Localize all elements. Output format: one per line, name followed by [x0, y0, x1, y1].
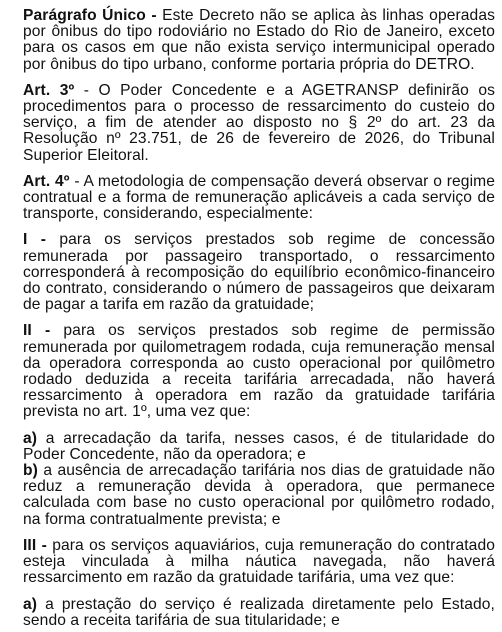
article-label: Art. 3º [23, 81, 75, 99]
paragraph-label: Parágrafo Único - [23, 7, 157, 24]
article-text: - O Poder Concedente e a AGETRANSP definirão os procedimentos para o processo de ressarcimento do custeio do serviço, a fim de atender ao disposto no § 2º do art. 23 da Resolução nº 23.751, de 26 de fevereiro de 2026, do Tribunal Superior Eleitoral. [23, 81, 495, 164]
item-label: I - [23, 231, 47, 249]
subitem-text: a prestação do serviço é realizada diretamente pelo Estado, sendo a receita tarifária de sua titularidade; e [23, 595, 495, 629]
subitem-a [23, 431, 495, 463]
subitem-b [23, 463, 495, 528]
item-label: III - [23, 536, 47, 554]
article-label: Art. 4º [23, 172, 70, 190]
article-text: - A metodologia de compensação deverá observar o regime contratual e a forma de remuneração aplicáveis a cada serviço de transporte, considerando, especialmente: [23, 172, 496, 223]
paragraph-text: Este Decreto não se aplica às linhas operadas por ônibus do tipo rodoviário no Estado do Rio de Janeiro, exceto para os casos em que não exista serviço intermunicipal operado por ônibus do tipo urbano, conforme portaria própria do DETRO. [23, 7, 495, 73]
subitem-text: a ausência de arrecadação tarifária nos dias de gratuidade não reduz a remuneração devida à operadora, que permanece calculada com base no custo operacional por quilômetro rodado, na forma contratualmente prevista; e [23, 462, 495, 528]
paragrafo-unico [23, 8, 495, 73]
subitem-label: a) [23, 595, 38, 613]
subitem-label: b) [23, 462, 38, 480]
article-4 [23, 174, 495, 223]
subitem-a-aquaviario [23, 597, 495, 629]
item-ii [23, 323, 495, 420]
item-i [23, 232, 495, 313]
item-text: para os serviços aquaviários, cuja remuneração do contratado esteja vinculada à milha náutica navegada, não haverá ressarcimento em razão da gratuidade tarifária, uma vez que: [23, 536, 495, 587]
subitem-label: a) [23, 429, 38, 447]
item-text: para os serviços prestados sob regime de concessão remunerada por passageiro transportado, o ressarcimento corresponderá à recomposição do equilíbrio econômico-financeiro do contrato, considerando o número de passageiros que deixaram de pagar a tarifa em razão da gratuidade; [23, 231, 495, 314]
item-iii [23, 538, 495, 587]
article-3 [23, 83, 495, 164]
item-text: para os serviços prestados sob regime de permissão remunerada por quilometragem rodada, cuja remuneração mensal da operadora corresponda ao custo operacional por quilômetro rodado deduzida a receita tarifária arrecadada, não haverá ressarcimento à operadora em razão da gratuidade tarifária prevista no art. 1º, uma vez que: [23, 322, 495, 421]
item-label: II - [23, 322, 51, 340]
subitem-text: a arrecadação da tarifa, nesses casos, é de titularidade do Poder Concedente, não da operadora; e [23, 429, 495, 463]
